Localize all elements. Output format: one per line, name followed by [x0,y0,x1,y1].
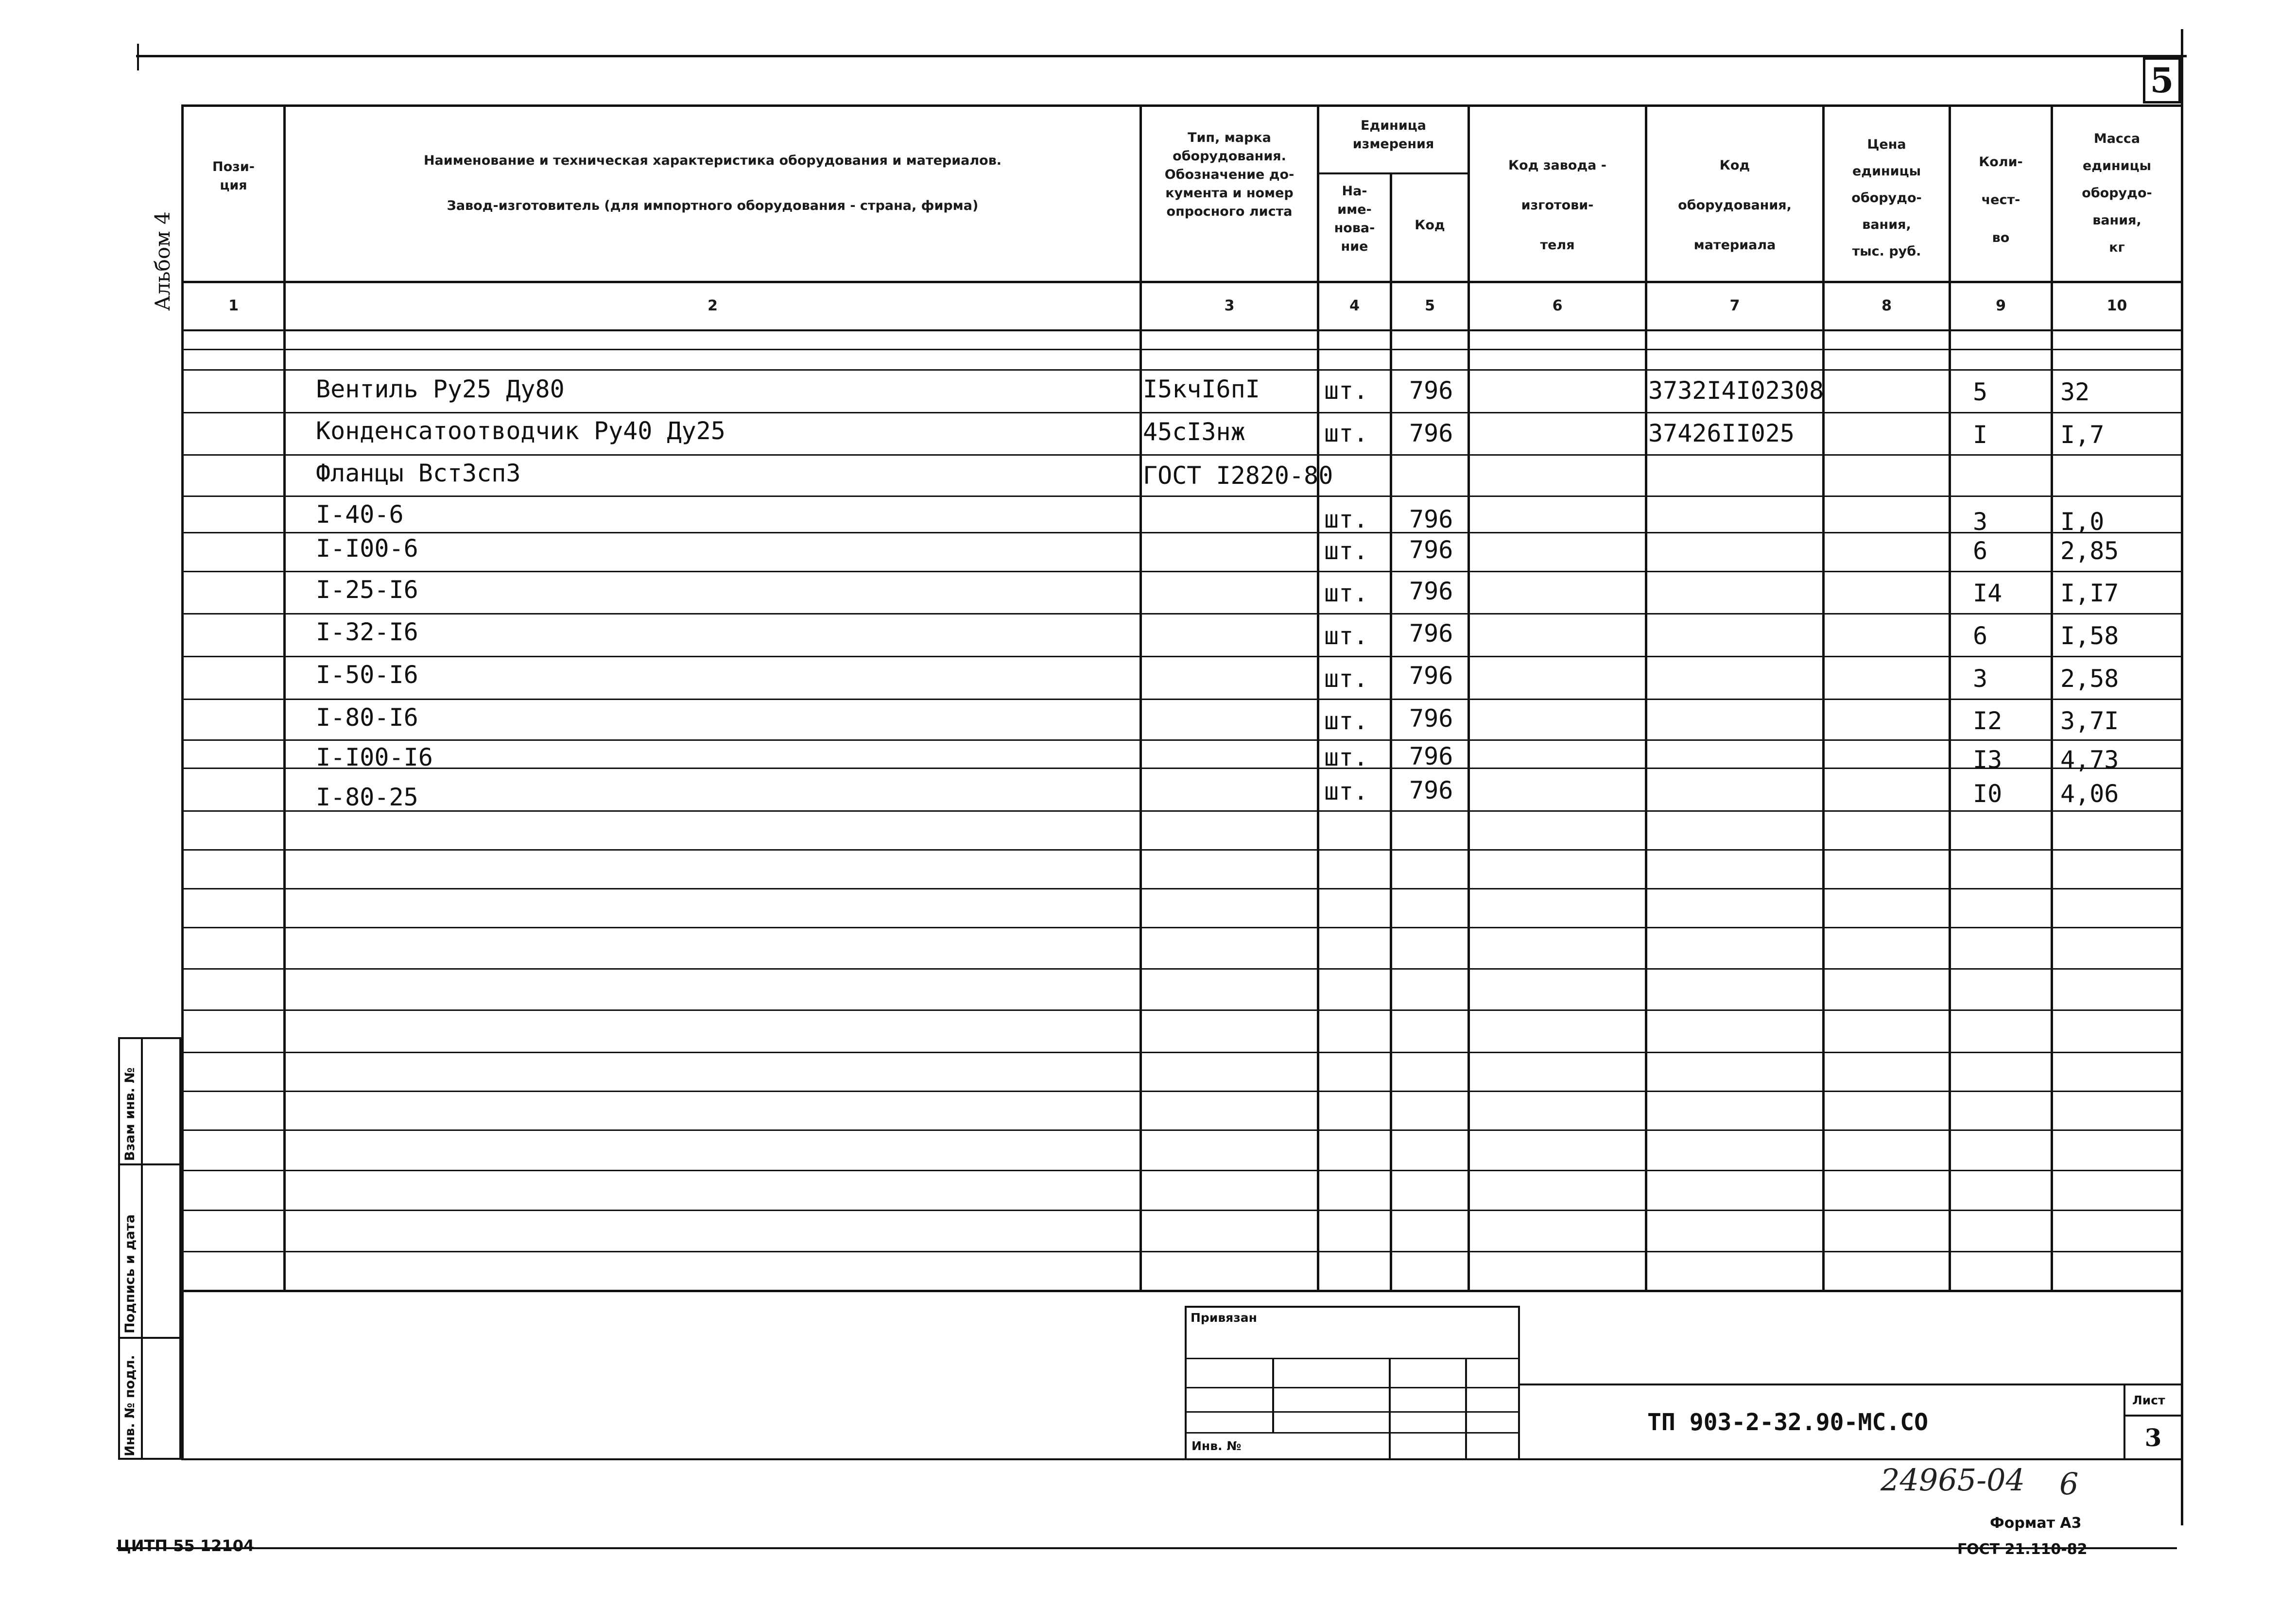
item-unit-code: 796 [1409,776,1453,804]
item-type: 45сI3нж [1143,418,1245,446]
col-number-3: 3 [1224,297,1235,314]
item-unit-code: 796 [1409,376,1453,405]
item-qty: 5 [1973,378,1988,406]
side-stamp-sep-1 [118,1163,181,1165]
item-mass: 2,58 [2060,665,2119,693]
row-rule [181,656,2181,657]
row-rule [181,349,2181,350]
item-name: I-80-I6 [316,703,418,732]
item-qty: 6 [1973,537,1988,565]
table-top-border [181,104,2181,107]
tied-label: Привязан [1191,1311,1257,1325]
item-type: I5кчI6пI [1143,375,1260,403]
col-number-7: 7 [1729,297,1740,314]
header-quantity: Коли- чест- во [1979,154,2023,245]
tied-rule-2 [1185,1387,1520,1388]
title-block-bottom [181,1458,2181,1460]
col-line-1 [283,104,286,1291]
tied-block-frame [1185,1306,1520,1460]
item-unit-code: 796 [1409,419,1453,447]
row-rule [181,495,2181,497]
item-unit-code: 796 [1409,536,1453,564]
tied-rule-3 [1185,1411,1520,1413]
item-name: I-I00-I6 [316,743,433,771]
inv-label: Инв. № [1191,1439,1242,1453]
row-rule [181,768,2181,769]
col-line-8 [1949,104,1951,1291]
item-mass: 32 [2060,378,2090,406]
item-mass: I,I7 [2060,579,2119,607]
table-body-bottom [181,1290,2181,1292]
item-name: Фланцы ВстЗсп3 [316,459,521,487]
header-price: Цена единицы оборудо- вания, тыс. руб. [1851,137,1922,259]
item-qty: I2 [1973,707,2003,735]
col-line-6 [1645,104,1647,1291]
item-name: Вентиль Ру25 Ду80 [316,375,565,403]
item-unit-code: 796 [1409,742,1453,770]
header-bottom-border [181,281,2181,283]
col-number-8: 8 [1882,297,1892,314]
header-unit: Единица измерения [1352,118,1434,152]
top-frame-line [136,55,2187,57]
header-factory-code: Код завода - изготови- теля [1508,158,1606,253]
side-stamp-sep-2 [118,1337,181,1339]
gost-label: ГОСТ 21.110-82 [1957,1541,2088,1558]
bottom-frame-line [117,1547,2177,1549]
row-rule [181,571,2181,572]
col-number-10: 10 [2106,297,2127,314]
item-name: I-25-I6 [316,576,418,604]
row-rule [181,369,2181,371]
item-unit-code: 796 [1409,662,1453,690]
row-rule [181,613,2181,615]
item-unit-code: 796 [1409,704,1453,733]
sheet-box-mid [2123,1415,2181,1417]
side-stamp-vzam: Взам инв. № [122,1067,138,1161]
item-unit: шт. [1324,579,1368,607]
item-qty: 6 [1973,622,1988,650]
item-unit-code: 796 [1409,577,1453,605]
item-unit: шт. [1324,622,1368,650]
col-number-6: 6 [1552,297,1563,314]
item-name: Конденсатоотводчик Ру40 Ду25 [316,417,725,445]
item-name: I-80-25 [316,783,418,811]
item-name: I-32-I6 [316,618,418,646]
header-position: Пози- ция [212,159,255,193]
item-qty: 3 [1973,508,1988,536]
item-name: I-I00-6 [316,534,418,563]
item-unit: шт. [1324,505,1368,533]
row-rule [181,699,2181,700]
item-equip-code: 3732I4I02308 [1648,376,1824,405]
row-rule [181,1052,2181,1053]
corner-number: 5 [2150,60,2174,101]
item-mass: 2,85 [2060,537,2119,565]
row-rule [181,1129,2181,1131]
album-label: Альбом 4 [151,211,174,311]
col-number-4: 4 [1349,297,1360,314]
header-name: Наименование и техническая характеристика оборудования и материалов. [423,153,1002,168]
item-unit: шт. [1324,777,1368,805]
col-number-5: 5 [1425,297,1435,314]
col-number-2: 2 [708,297,718,314]
handwritten-inventory-number: 24965-04 [1881,1462,2025,1498]
tied-rule-1 [1185,1358,1520,1359]
header-unit-name: На- име- нова- ние [1334,184,1375,254]
sheet-number: 3 [2144,1423,2162,1452]
col-line-9 [2051,104,2053,1291]
item-name: I-50-I6 [316,661,418,689]
item-unit-code: 796 [1409,619,1453,648]
header-unit-code: Код [1415,218,1445,233]
col-number-9: 9 [1996,297,2006,314]
tied-col-1 [1272,1358,1274,1433]
item-qty: I4 [1973,579,2003,607]
item-mass: I,7 [2060,421,2105,449]
header-manufacturer: Завод-изготовитель (для импортного оборудования - страна, фирма) [447,198,979,213]
row-rule [181,968,2181,970]
row-rule [181,1210,2181,1211]
header-equip-code: Код оборудования, материала [1678,158,1792,253]
tied-col-3 [1465,1358,1467,1460]
tied-rule-4 [1185,1432,1520,1434]
row-rule [181,849,2181,851]
sheet-label: Лист [2132,1393,2165,1407]
col-line-3 [1317,104,1319,1291]
item-mass: 4,73 [2060,746,2119,774]
row-rule [181,532,2181,533]
doc-code: ТП 903-2-32.90-МС.СО [1647,1409,1928,1436]
col-line-2 [1139,104,1142,1291]
item-equip-code: 37426II025 [1648,419,1795,447]
row-rule [181,412,2181,413]
item-mass: I,58 [2060,622,2119,650]
unit-sub-line [1317,172,1470,174]
row-rule [181,1251,2181,1252]
row-rule [181,810,2181,812]
top-left-tick [137,44,139,70]
item-unit: шт. [1324,707,1368,735]
item-unit: шт. [1324,665,1368,693]
row-rule [181,1091,2181,1092]
item-unit: шт. [1324,537,1368,565]
item-qty: I0 [1973,780,2003,808]
col-line-4 [1390,172,1392,1291]
col-line-5 [1467,104,1470,1291]
item-mass: 4,06 [2060,780,2119,808]
item-qty: 3 [1973,665,1988,693]
header-type: Тип, марка оборудования. Обозначение до- кумента и номер опросного листа [1164,130,1295,219]
right-frame-line [2181,29,2183,1525]
item-unit-code: 796 [1409,505,1453,533]
row-rule [181,1170,2181,1171]
header-mass: Масса единицы оборудо- вания, кг [2082,131,2152,255]
item-qty: I [1973,421,1988,449]
handwritten-copy-number: 6 [2059,1466,2079,1502]
col-line-7 [1822,104,1825,1291]
item-qty: I3 [1973,746,2003,774]
colnum-bottom-border [181,329,2181,331]
side-stamp-signature: Подпись и дата [122,1214,138,1333]
publisher-label: ЦИТП 55 12104 [117,1537,255,1555]
row-rule [181,739,2181,741]
col-number-1: 1 [228,297,239,314]
item-type: ГОСТ I2820-80 [1143,461,1333,490]
doc-code-top-rule [1520,1384,2181,1385]
item-mass: I,0 [2060,508,2105,536]
item-name: I-40-6 [316,500,404,529]
side-stamp-divider [141,1037,143,1460]
format-label: Формат А3 [1990,1515,2082,1532]
row-rule [181,927,2181,928]
row-rule [181,1009,2181,1011]
item-mass: 3,7I [2060,707,2119,735]
tied-col-2 [1389,1358,1391,1460]
row-rule [181,454,2181,456]
item-unit: шт. [1324,419,1368,447]
side-stamp-inv-orig: Инв. № подл. [122,1355,138,1456]
row-rule [181,888,2181,889]
item-unit: шт. [1324,376,1368,405]
item-unit: шт. [1324,743,1368,771]
